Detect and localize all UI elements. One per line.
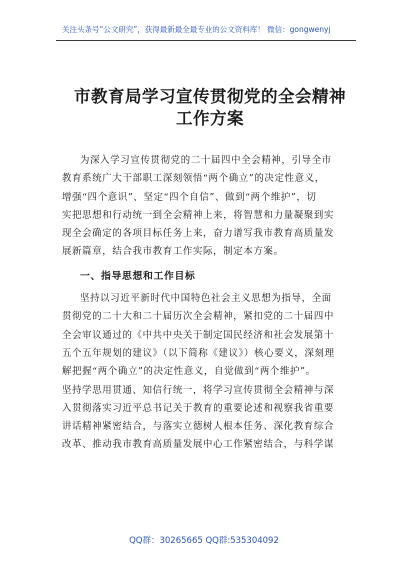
section-line: 五个五年规划的建议》（以下简称《建议》）核心要义，深刻理 bbox=[62, 347, 335, 359]
section-line: 讲话精神紧密结合，与落实立德树人根本任务、深化教育综合 bbox=[62, 421, 335, 433]
intro-line: 现全会确定的各项目标任务上来，奋力谱写我市教育高质量发 bbox=[62, 228, 335, 240]
intro-line: 展新篇章，结合我市教育工作实际，制定本方案。 bbox=[62, 246, 284, 258]
section-line: 坚持学思用贯通、知信行统一，将学习宣传贯彻全会精神与深 bbox=[62, 384, 335, 396]
intro-line: 增强“四个意识”、坚定“四个自信”、做到“两个维护”，切 bbox=[62, 191, 317, 203]
header-divider bbox=[56, 40, 356, 41]
section-heading: 一、指导思想和工作目标 bbox=[80, 270, 196, 282]
footer-qq-text: QQ群：30265665 QQ群:535304092 bbox=[129, 536, 279, 546]
intro-line: 实把思想和行动统一到全会精神上来，将智慧和力量凝聚到实 bbox=[62, 209, 335, 221]
section-line: 坚持以习近平新时代中国特色社会主义思想为指导，全面 bbox=[80, 293, 332, 305]
document-title bbox=[60, 86, 360, 130]
header-promo-text: 关注头条号“公文研究”，获得最新最全最专业的公文资料库！ 微信：gongwenyj bbox=[62, 25, 331, 34]
intro-line: 为深入学习宣传贯彻党的二十届四中全会精神，引导全市 bbox=[80, 155, 332, 166]
section-line: 改革、推动我市教育高质量发展中心工作紧密结合，与科学谋 bbox=[62, 439, 335, 451]
intro-line: 教育系统广大干部职工深刻领悟“两个确立”的决定性意义， bbox=[62, 173, 325, 185]
section-line: 解把握“两个确立”的决定性意义，自觉做到“两个维护”。 bbox=[62, 366, 316, 378]
title-line: 市教育局学习宣传贯彻党的全会精神 bbox=[74, 87, 346, 106]
title-line: 工作方案 bbox=[176, 109, 244, 128]
section-line: 入贯彻落实习近平总书记关于教育的重要论述和视察我省重要 bbox=[62, 402, 335, 414]
section-line: 全会审议通过的《中共中央关于制定国民经济和社会发展第十 bbox=[62, 329, 335, 341]
document-body bbox=[62, 152, 352, 455]
section-line: 贯彻党的二十大和二十届历次全会精神，紧扣党的二十届四中 bbox=[62, 311, 335, 323]
